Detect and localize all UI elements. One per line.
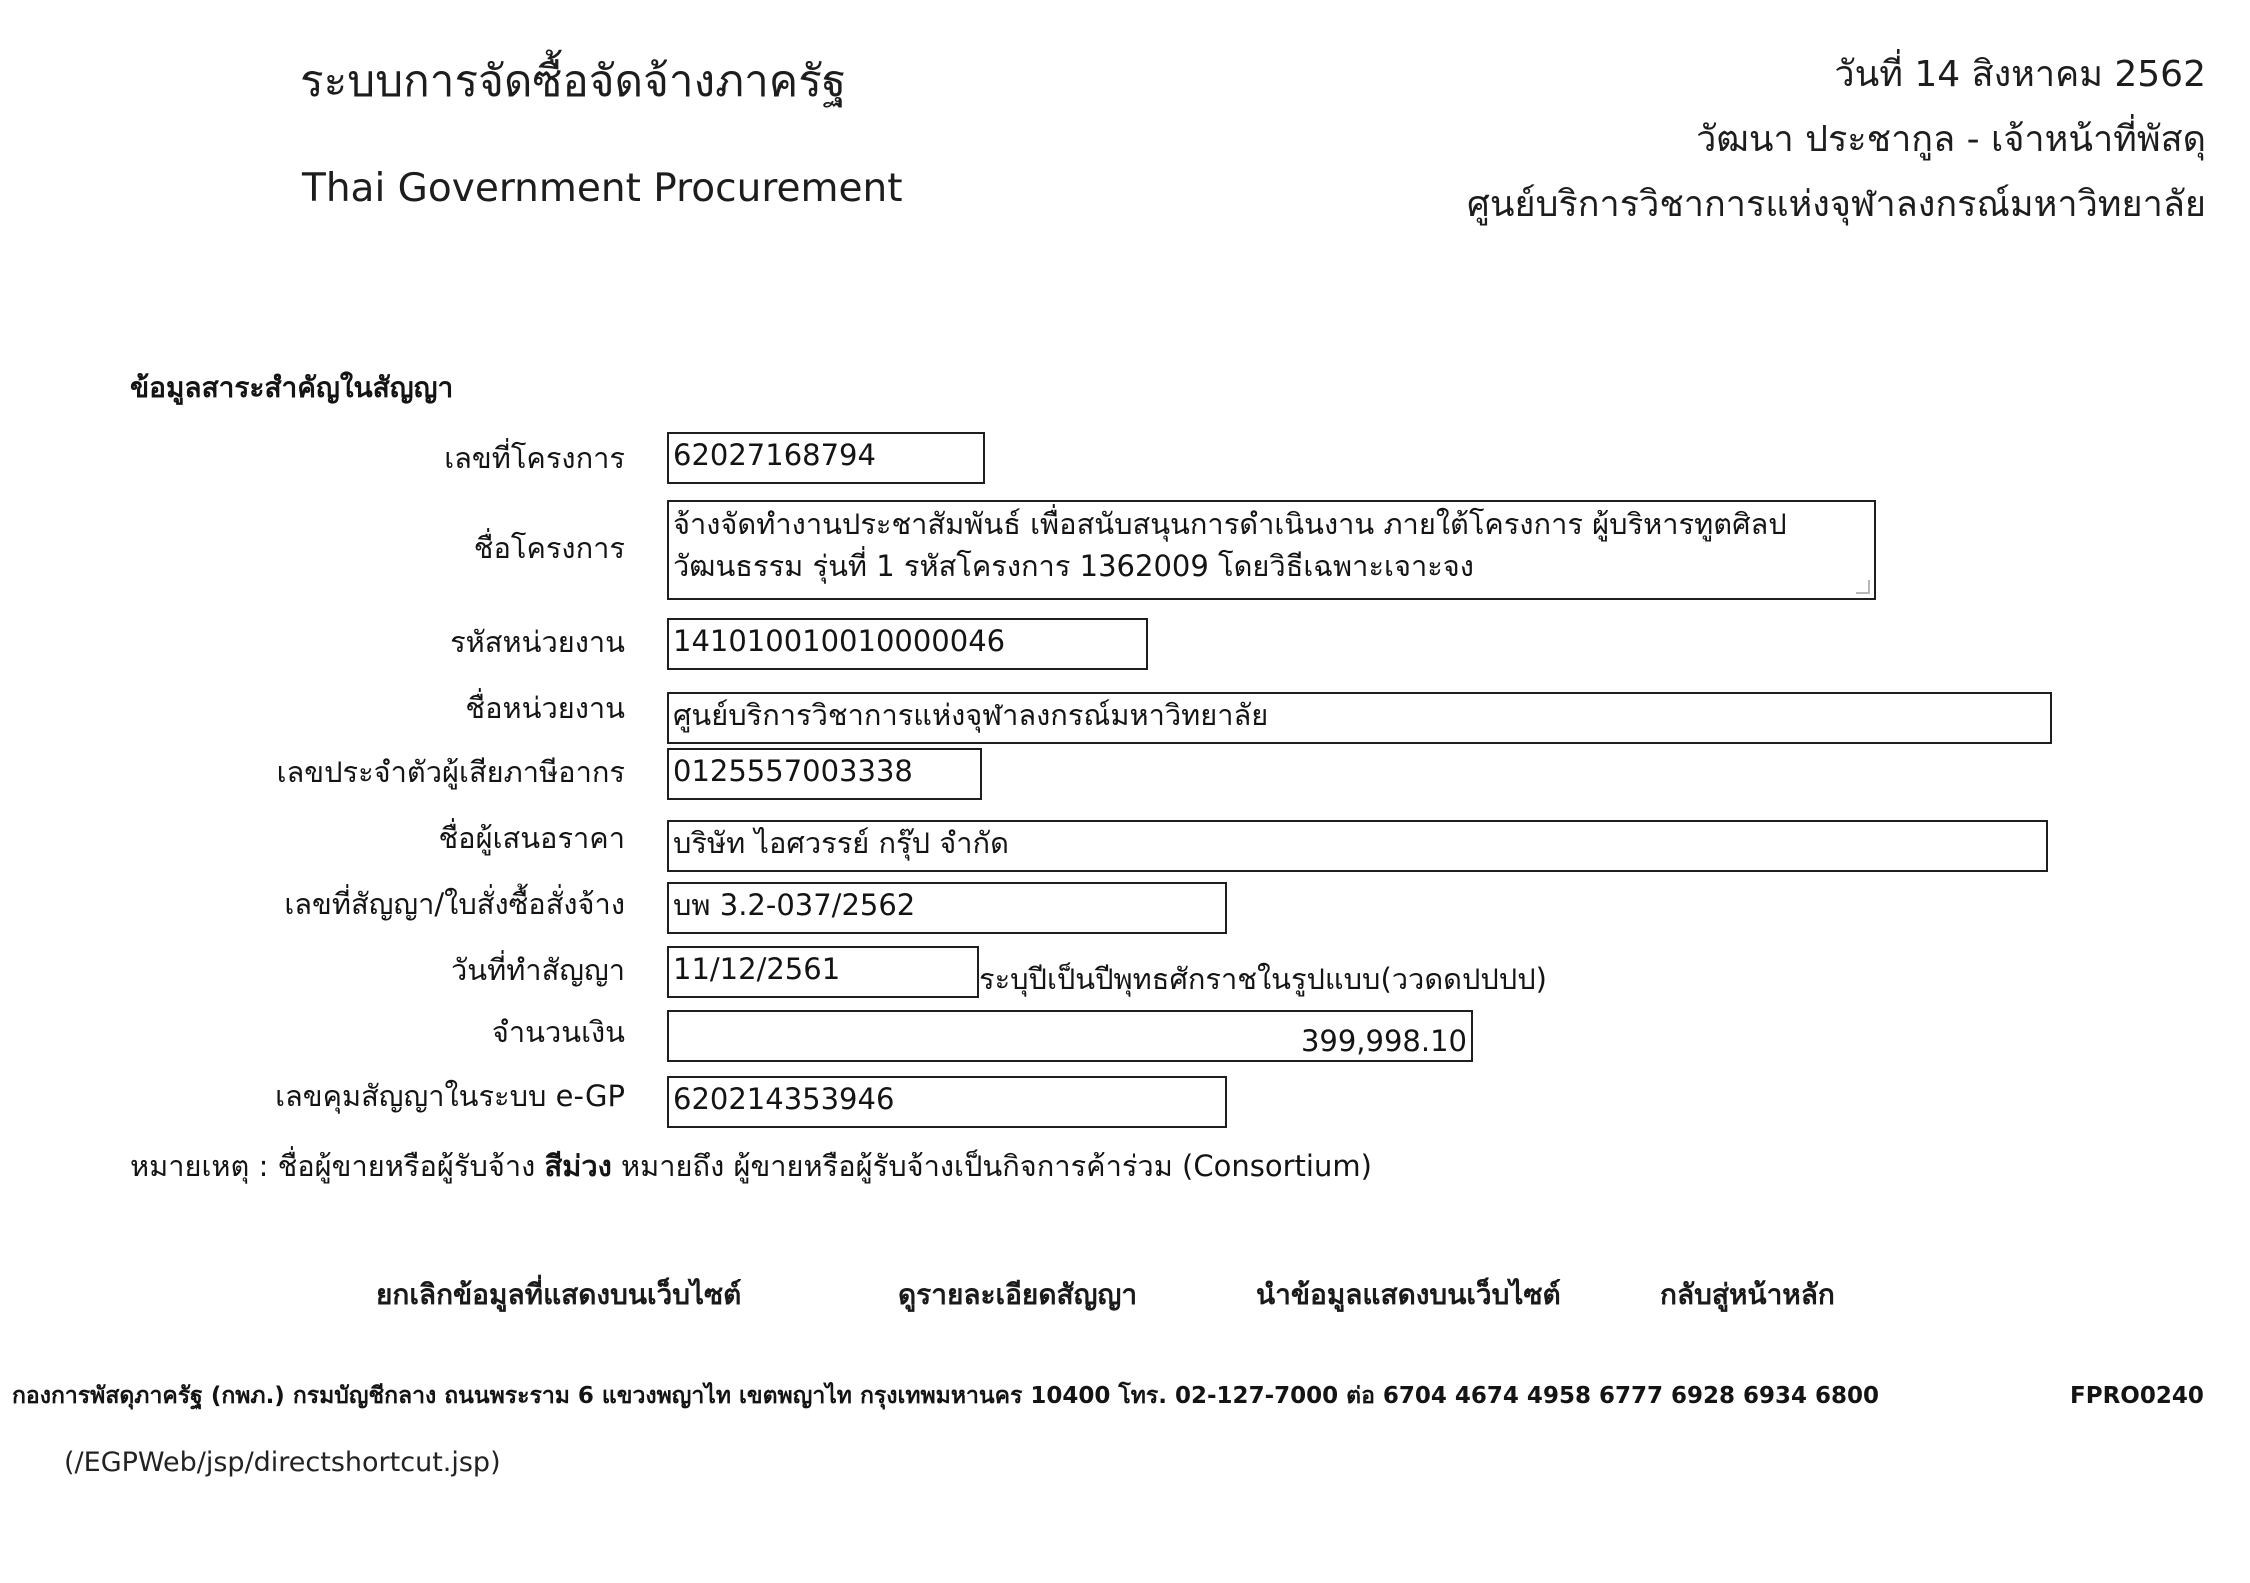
project-no-field[interactable]: 62027168794 [667,432,985,484]
view-contract-detail-link[interactable]: ดูรายละเอียดสัญญา [898,1278,1138,1311]
contract-date-hint: ระบุปีเป็นปีพุทธศักราชในรูปแบบ(ววดดปปปป) [979,962,1547,996]
contract-no-field[interactable]: บพ 3.2-037/2562 [667,882,1227,934]
contract-date-field[interactable]: 11/12/2561 [667,946,979,998]
agency-name-label: ชื่อหน่วยงาน [465,691,625,725]
note-highlight: สีม่วง [544,1149,612,1183]
system-title: ระบบการจัดซื้อจัดจ้างภาครัฐ [300,56,847,107]
consortium-note [130,1144,1372,1188]
note-suffix: หมายถึง ผู้ขายหรือผู้รับจ้างเป็นกิจการค้าร่วม (Consortium) [611,1149,1372,1183]
agency-code-field[interactable]: 14101001001000004​6 [667,618,1148,670]
footer-page-path: (/EGPWeb/jsp/directshortcut.jsp) [64,1447,501,1478]
egp-control-no-field[interactable]: 620214353946 [667,1076,1227,1128]
amount-field[interactable] [667,1010,1473,1062]
current-date: วันที่ 14 สิงหาคม 2562 [1834,54,2206,95]
footer-page-code: FPRO0240 [2070,1383,2204,1409]
agency-code-label: รหัสหน่วยงาน [450,625,625,659]
tax-id-field[interactable]: 0125557003338 [667,748,982,800]
contract-date-label: วันที่ทำสัญญา [450,953,625,987]
project-name-text: จ้างจัดทำงานประชาสัมพันธ์ เพื่อสนับสนุนการดำเนินงาน ภายใต้โครงการ ผู้บริหารทูตศิลป วัฒนธรรม รุ่นที่ 1 รหัสโครงการ 1362009 โดยวิธีเฉพาะเจาะจง [673,507,1787,583]
footer-contact-info: กองการพัสดุภาครัฐ (กพภ.) กรมบัญชีกลาง ถนนพระราม 6 แขวงพญาไท เขตพญาไท กรุงเทพมหานคร 10400 โทร. 02-127-7000 ต่อ 6704 4674 4958 6777 6928 6934 6800 [12,1383,1880,1409]
user-info: วัฒนา ประชากูล - เจ้าหน้าที่พัสดุ [1696,119,2206,160]
egp-control-no-label: เลขคุมสัญญาในระบบ e-GP [275,1079,625,1113]
project-no-label: เลขที่โครงการ [444,441,625,475]
note-prefix: หมายเหตุ : ชื่อผู้ขายหรือผู้รับจ้าง [130,1149,545,1183]
cancel-publish-link[interactable]: ยกเลิกข้อมูลที่แสดงบนเว็บไซต์ [376,1278,742,1311]
agency-name-field[interactable]: ศูนย์บริการวิชาการแห่งจุฬาลงกรณ์มหาวิทยาลัย [667,692,2052,744]
resize-grip-icon[interactable] [1856,580,1870,594]
publish-to-website-link[interactable]: นำข้อมูลแสดงบนเว็บไซต์ [1256,1278,1561,1311]
amount-label: จำนวนเงิน [491,1015,625,1049]
system-subtitle: Thai Government Procurement [302,166,903,211]
project-name-textarea[interactable] [667,500,1876,600]
project-name-label: ชื่อโครงการ [473,531,625,565]
section-title: ข้อมูลสาระสำคัญในสัญญา [130,371,454,404]
bidder-name-label: ชื่อผู้เสนอราคา [438,821,625,855]
contract-no-label: เลขที่สัญญา/ใบสั่งซื้อสั่งจ้าง [284,887,625,921]
back-to-home-link[interactable]: กลับสู่หน้าหลัก [1660,1278,1835,1311]
amount-value: 399,998.10 [1300,1024,1467,1058]
organization-name: ศูนย์บริการวิชาการแห่งจุฬาลงกรณ์มหาวิทยาลัย [1467,184,2206,225]
tax-id-label: เลขประจำตัวผู้เสียภาษีอากร [276,755,625,789]
bidder-name-field[interactable]: บริษัท ไอศวรรย์ กรุ๊ป จำกัด [667,820,2048,872]
